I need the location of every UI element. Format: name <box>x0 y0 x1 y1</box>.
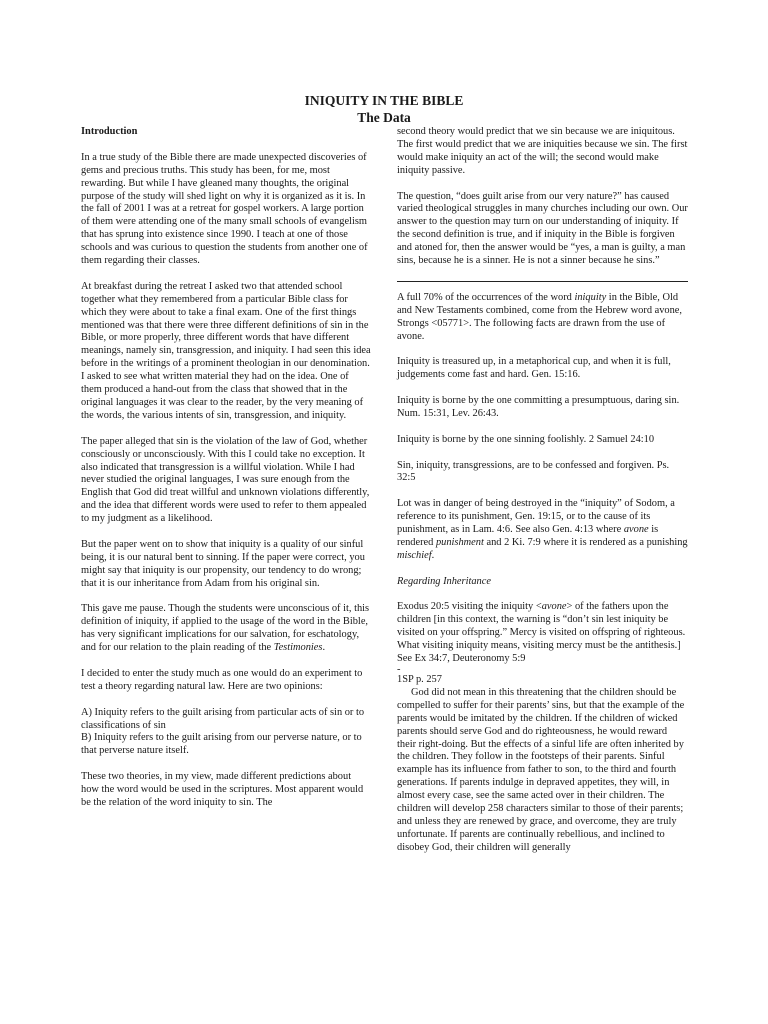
opinion-a: A) Iniquity refers to the guilt arising from particular acts of sin or to classifications of sin <box>81 706 365 731</box>
paragraph: These two theories, in my view, made different predictions about how the word would be used in the scriptures. Most apparent would be the relation of the word iniquity to sin. The <box>81 771 364 808</box>
opinion-b: B) Iniquity refers to the guilt arising from our perverse nature, or to that perverse nature itself. <box>81 732 362 757</box>
paragraph: second theory would predict that we sin because we are iniquitous. The first would predict that we are iniquities because we sin. The first would make iniquity an act of the will; the second would make iniquity passive. <box>397 126 688 176</box>
fact-text: . <box>431 549 435 561</box>
fact-text: Lot was in danger of being destroyed in the “iniquity” of Sodom, a reference to its punishment, Gen. 19:15, or to the cause of its punishment, as in Lam. 4:6. See also Gen. 4:13 where <box>397 498 675 536</box>
paragraph-text: in the Bible, Old and New Testaments combined, come from the Hebrew word avone, Strongs <05771>. The following facts are drawn from the use of avone. <box>397 291 683 342</box>
italic-term: Testimonies <box>273 642 323 654</box>
right-column <box>397 126 688 855</box>
paragraph-text: This gave me pause. Though the students were unconscious of it, this definition of iniquity, if applied to the usage of the word in the Bible, has very significant implications for our salvation, for eschatology, and for our relation to the plain reading of the <box>81 603 370 654</box>
fact-item: Iniquity is borne by the one sinning foolishly. 2 Samuel 24:10 <box>397 433 655 445</box>
italic-term: punishment <box>435 536 484 548</box>
dash-marker: - <box>397 664 401 676</box>
paragraph: But the paper went on to show that iniquity is a quality of our sinful being, it is our natural bent to sinning. If the paper were correct, you might say that iniquity is our propensity, our tendency to do wrong; that it is our inheritance from Adam from his original sin. <box>81 538 365 589</box>
document-title <box>0 92 768 126</box>
italic-term: iniquity <box>574 291 607 303</box>
section-heading-inheritance: Regarding Inheritance <box>397 575 491 587</box>
note-text: Exodus 20:5 visiting the iniquity < <box>397 601 542 613</box>
section-heading-introduction: Introduction <box>81 126 138 137</box>
fact-text: is rendered <box>397 524 659 548</box>
paragraph: I decided to enter the study much as one would do an experiment to test a theory regarding natural law. Here are two opinions: <box>81 667 363 692</box>
fact-item: Sin, iniquity, transgressions, are to be confessed and forgiven. Ps. 32:5 <box>397 459 670 484</box>
paragraph <box>81 603 371 655</box>
quote-reference: 1SP p. 257 <box>397 674 442 686</box>
section-divider <box>397 281 688 282</box>
paragraph: The paper alleged that sin is the violation of the law of God, whether consciously or unconsciously. With this I could take no exception. It also indicated that transgression is a willful violation. While I had never studied the original languages, I was sure enough from the English that God did treat willful and unknown violations differently, and the idea that different words were used to refer to them appealed to my judgment as a likelihood. <box>81 435 370 525</box>
italic-term: avone <box>623 524 649 536</box>
note-text: > of the fathers upon the children [in this context, the warning is “don’t sin lest iniquity be visited on your offspring.” Mercy is visited on offspring of righteous. What visiting iniquity means, visiting mercy must be the antithesis.] See Ex 34:7, Deuteronomy 5:9 <box>397 601 686 665</box>
italic-term: mischief <box>397 549 432 561</box>
exodus-note <box>397 601 688 666</box>
fact-text: and 2 Ki. 7:9 where it is rendered as a punishing <box>483 536 688 548</box>
paragraph: The question, “does guilt arise from our very nature?” has caused varied theological struggles in many churches including our own. Our answer to the question may turn on our understanding of iniquity. If the second definition is true, and if iniquity in the Bible is forgiven and atoned for, then the answer would be “yes, a man is guilty, a man sins, because he is a sinner. He is not a sinner because he sins.” <box>397 190 688 267</box>
fact-item: Iniquity is borne by the one committing a presumptuous, daring sin. Num. 15:31, Lev. 26:43. <box>397 395 680 419</box>
italic-term: avone <box>541 601 567 613</box>
left-column <box>81 126 371 823</box>
paragraph-text: A full 70% of the occurrences of the word <box>397 291 575 303</box>
block-quote: God did not mean in this threatening that the children should be compelled to suffer for their parents’ sins, but that the example of the parents would be imitated by the children. If the children of wicked parents should serve God and do righteousness, he would reward their right-doing. But the effects of a sinful life are often inherited by the children. They follow in the footsteps of their parents. Sinful example has its influence from father to son, to the third and fourth generations. If parents indulge in depraved appetites, they will, in almost every case, see the same acted over in their children. The children will develop 258 characters similar to those of their parents; and unless they are renewed by grace, and overcome, they are truly unfortunate. If parents are continually rebellious, and inclined to disobey God, their children will generally <box>397 686 685 853</box>
paragraph: At breakfast during the retreat I asked two that attended school together what they remembered from a particular Bible class for which they were about to take a final exam. One of the first things mentioned was that there were three different definitions of sin in the Bible, or more properly, three different words that have different meanings, namely sin, transgression, and iniquity. I had seen this idea before in the writings of a prominent theologian in our denomination. I asked to see what written material they had on the idea. One of them produced a hand-out from the class that showed that in the original languages it was clear to the reader, by the very meaning of the words, the various intents of sin, transgression, and iniquity. <box>81 280 371 421</box>
fact-item <box>397 498 688 563</box>
paragraph: In a true study of the Bible there are made unexpected discoveries of gems and precious truths. This study has been, for me, most rewarding. But while I have gleaned many thoughts, the original purpose of the study will shed light on why it is organized as it is. In the fall of 2001 I was at a retreat for gospel workers. A large portion of them were attending one of the many small schools of evangelism that has sprung into existence since 1990. I teach at one of those schools and was curious to question the students from another one of them regarding their classes. <box>81 151 368 267</box>
title-subtitle: The Data <box>357 110 411 125</box>
paragraph-text: . <box>322 642 326 654</box>
title-main: INIQUITY IN THE BIBLE <box>304 93 464 108</box>
paragraph <box>397 292 688 344</box>
fact-item: Iniquity is treasured up, in a metaphorical cup, and when it is full, judgements come fast and hard. Gen. 15:16. <box>397 356 671 381</box>
